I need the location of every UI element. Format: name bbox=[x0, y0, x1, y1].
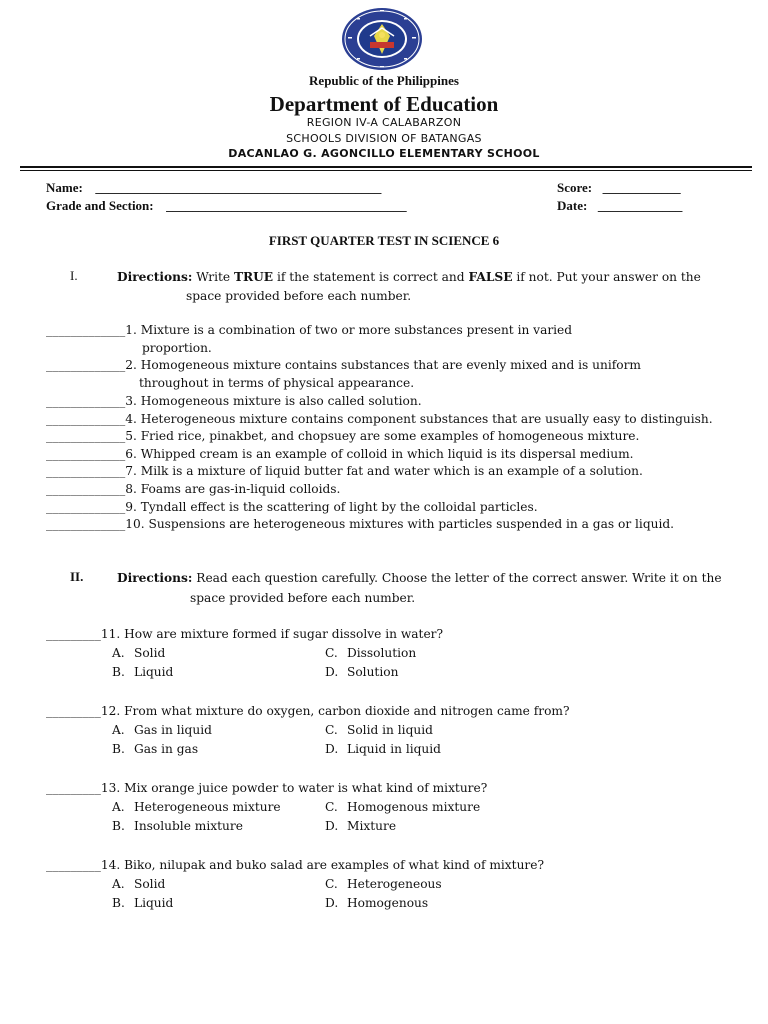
answer-blank: _____________ bbox=[46, 517, 126, 531]
grade-blank: _____________________________________ bbox=[166, 198, 407, 213]
mc-14-option-a: A. Solid bbox=[112, 877, 166, 891]
mc-12-option-d: D. Liquid in liquid bbox=[325, 742, 441, 756]
answer-blank: _____________ bbox=[46, 429, 126, 443]
tf-item-9: _____________9. Tyndall effect is the scattering of light by the colloidal particles. bbox=[46, 500, 538, 514]
mc-13-option-a: A. Heterogeneous mixture bbox=[112, 800, 281, 814]
mc-13-option-d: D. Mixture bbox=[325, 819, 397, 833]
mc-12-option-a: A. Gas in liquid bbox=[112, 723, 212, 737]
mc-13-option-b: B. Insoluble mixture bbox=[112, 819, 243, 833]
part2-directions: Directions: Read each question carefully. Choose the letter of the correct answer. Write it on the bbox=[117, 571, 722, 585]
tf-item-1-cont: proportion. bbox=[142, 341, 212, 355]
mc-11-option-a: A. Solid bbox=[112, 646, 166, 660]
grade-section-field bbox=[46, 198, 407, 214]
republic-line: Republic of the Philippines bbox=[309, 73, 459, 88]
header-rule bbox=[20, 166, 752, 168]
header-rule-thin bbox=[20, 170, 752, 171]
answer-blank: _____________ bbox=[46, 412, 126, 426]
score-label: Score: bbox=[557, 180, 593, 195]
answer-blank: _____________ bbox=[46, 447, 126, 461]
answer-blank: _________ bbox=[46, 704, 101, 718]
score-blank: ____________ bbox=[602, 180, 681, 195]
answer-blank: _____________ bbox=[46, 482, 126, 496]
department-title: Department of Education bbox=[269, 92, 499, 116]
tf-item-1: _____________1. Mixture is a combination of two or more substances present in varied bbox=[46, 323, 573, 337]
answer-blank: _____________ bbox=[46, 464, 126, 478]
division-line: SCHOOLS DIVISION OF BATANGAS bbox=[286, 132, 482, 145]
answer-blank: _________ bbox=[46, 627, 101, 641]
answer-blank: _____________ bbox=[46, 323, 126, 337]
tf-item-2-cont: throughout in terms of physical appearance. bbox=[139, 376, 415, 390]
tf-item-5: _____________5. Fried rice, pinakbet, and chopsuey are some examples of homogeneous mixture. bbox=[46, 429, 640, 443]
part1-directions: Directions: Write TRUE if the statement is correct and FALSE if not. Put your answer on the bbox=[117, 270, 701, 284]
answer-blank: _________ bbox=[46, 858, 101, 872]
name-blank: ____________________________________________ bbox=[95, 180, 382, 195]
answer-blank: _____________ bbox=[46, 358, 126, 372]
mc-11-option-c: C. Dissolution bbox=[325, 646, 417, 660]
grade-label: Grade and Section: bbox=[46, 198, 154, 213]
mc-12-option-c: C. Solid in liquid bbox=[325, 723, 433, 737]
mc-14-option-d: D. Homogenous bbox=[325, 896, 429, 910]
deped-seal-logo bbox=[340, 6, 424, 72]
mc-14-option-c: C. Heterogeneous bbox=[325, 877, 442, 891]
mc-11-option-b: B. Liquid bbox=[112, 665, 174, 679]
test-title: FIRST QUARTER TEST IN SCIENCE 6 bbox=[268, 233, 500, 248]
region-line: REGION IV-A CALABARZON bbox=[306, 116, 462, 129]
tf-item-4: _____________4. Heterogeneous mixture contains component substances that are usually easy to distinguish. bbox=[46, 412, 713, 426]
name-field bbox=[46, 180, 381, 196]
part2-numeral: II. bbox=[70, 569, 84, 584]
school-line: DACANLAO G. AGONCILLO ELEMENTARY SCHOOL bbox=[228, 147, 540, 160]
mc-12-option-b: B. Gas in gas bbox=[112, 742, 199, 756]
mc-11-option-d: D. Solution bbox=[325, 665, 399, 679]
tf-item-2: _____________2. Homogeneous mixture contains substances that are evenly mixed and is uniform bbox=[46, 358, 641, 372]
mc-13-option-c: C. Homogenous mixture bbox=[325, 800, 481, 814]
part1-directions-line2: space provided before each number. bbox=[186, 289, 412, 303]
answer-blank: _____________ bbox=[46, 394, 126, 408]
mc-question-12: _________12. From what mixture do oxygen, carbon dioxide and nitrogen came from? bbox=[46, 704, 570, 718]
part1-numeral: I. bbox=[70, 268, 78, 283]
tf-item-7: _____________7. Milk is a mixture of liquid butter fat and water which is an example of a solution. bbox=[46, 464, 643, 478]
answer-blank: _____________ bbox=[46, 500, 126, 514]
mc-question-13: _________13. Mix orange juice powder to water is what kind of mixture? bbox=[46, 781, 488, 795]
mc-question-11: _________11. How are mixture formed if sugar dissolve in water? bbox=[46, 627, 444, 641]
tf-item-8: _____________8. Foams are gas-in-liquid colloids. bbox=[46, 482, 341, 496]
date-label: Date: bbox=[557, 198, 588, 213]
date-field bbox=[557, 198, 682, 214]
answer-blank: _________ bbox=[46, 781, 101, 795]
part2-directions-line2: space provided before each number. bbox=[190, 591, 416, 605]
score-field bbox=[557, 180, 681, 196]
tf-item-10: _____________10. Suspensions are heterogeneous mixtures with particles suspended in a gas or liquid. bbox=[46, 517, 675, 531]
mc-14-option-b: B. Liquid bbox=[112, 896, 174, 910]
date-blank: _____________ bbox=[597, 198, 683, 213]
tf-item-6: _____________6. Whipped cream is an example of colloid in which liquid is its dispersal medium. bbox=[46, 447, 634, 461]
mc-question-14: _________14. Biko, nilupak and buko salad are examples of what kind of mixture? bbox=[46, 858, 544, 872]
tf-item-3: _____________3. Homogeneous mixture is also called solution. bbox=[46, 394, 422, 408]
name-label: Name: bbox=[46, 180, 83, 195]
